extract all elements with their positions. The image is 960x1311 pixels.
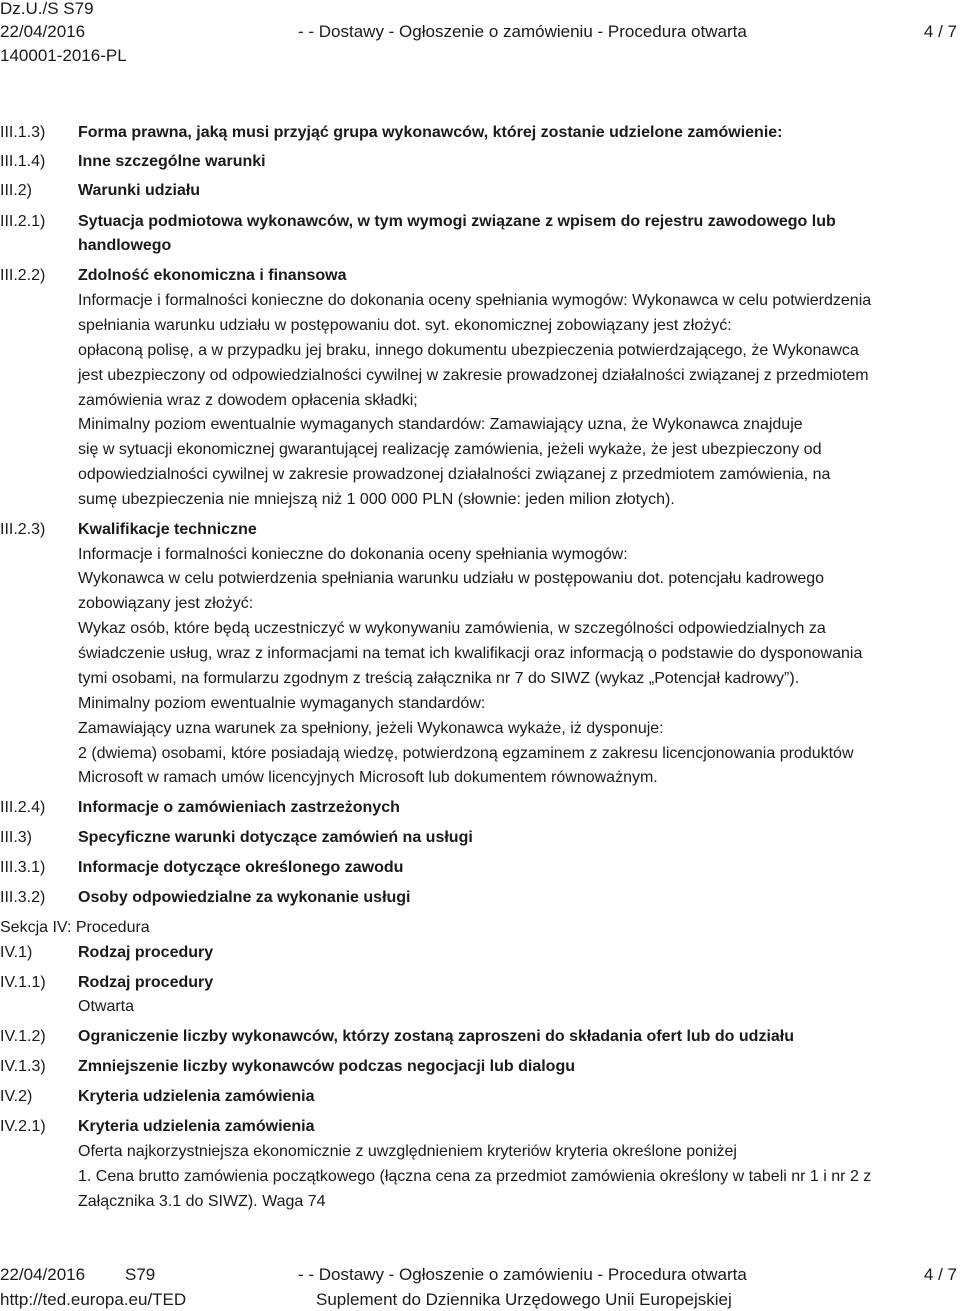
section-number: IV.1.3) <box>0 1058 46 1075</box>
section-heading: Zdolność ekonomiczna i finansowa <box>78 267 347 284</box>
section-heading: Informacje o zamówieniach zastrzeżonych <box>78 799 400 816</box>
body-text-line: Informacje i formalności konieczne do dokonania oceny spełniania wymogów: Wykonawca w celu potwierdzenia <box>78 292 872 309</box>
section-heading: Rodzaj procedury <box>78 974 214 991</box>
body-text-line: odpowiedzialności cywilnej w zakresie prowadzonej działalności związanej z przedmiotem zamówienia, na <box>78 466 831 483</box>
body-text-line: 1. Cena brutto zamówienia początkowego (łączna cena za przedmiot zamówienia określony w tabeli nr 1 i nr 2 z <box>78 1168 872 1185</box>
section-number: IV.2) <box>0 1088 33 1105</box>
section-number: III.3.2) <box>0 889 46 906</box>
body-text-line: się w sytuacji ekonomicznej gwarantującej realizację zamówienia, jeżeli wykaże, że jest ubezpieczony od <box>78 441 822 458</box>
section-iv-title: Sekcja IV: Procedura <box>0 919 150 936</box>
procedure-type-value: Otwarta <box>78 998 135 1015</box>
body-text-line: tymi osobami, na formularzu zgodnym z treścią załącznika nr 7 do SIWZ (wykaz „Potencjał kadrowy”). <box>78 670 800 687</box>
header-notice-id: 140001-2016-PL <box>0 46 127 65</box>
section-number: III.2.2) <box>0 267 46 284</box>
body-text-line: Zamawiający uzna warunek za spełniony, jeżeli Wykonawca wykaże, iż dysponuje: <box>78 720 664 737</box>
section-heading: Kryteria udzielenia zamówienia <box>78 1088 315 1105</box>
body-text-line: opłaconą polisę, a w przypadku jej braku, innego dokumentu ubezpieczenia potwierdzającego, że Wykonawca <box>78 342 859 359</box>
section-heading: Inne szczególne warunki <box>78 153 266 170</box>
section-heading: Rodzaj procedury <box>78 944 214 961</box>
body-text-line: sumę ubezpieczenia nie mniejszą niż 1 000 000 PLN (słownie: jeden milion złotych). <box>78 491 675 508</box>
section-heading: Ograniczenie liczby wykonawców, którzy zostaną zaproszeni do składania ofert lub do udziału <box>78 1028 794 1045</box>
section-number: III.1.4) <box>0 153 46 170</box>
section-number: III.2) <box>0 182 33 199</box>
section-number: IV.1) <box>0 944 33 961</box>
section-heading: Informacje dotyczące określonego zawodu <box>78 859 404 876</box>
section-number: IV.2.1) <box>0 1118 46 1135</box>
section-number: III.1.3) <box>0 124 46 141</box>
body-text-line: Oferta najkorzystniejsza ekonomicznie z uwzględnieniem kryteriów kryteria określone poniżej <box>78 1143 737 1160</box>
body-text-line: zobowiązany jest złożyć: <box>78 595 254 612</box>
body-text-line: Minimalny poziom ewentualnie wymaganych standardów: <box>78 695 486 712</box>
body-text-line: Wykaz osób, które będą uczestniczyć w wykonywaniu zamówienia, w szczególności odpowiedzialnych za <box>78 620 826 637</box>
section-heading: Kryteria udzielenia zamówienia <box>78 1118 315 1135</box>
body-text-line: spełniania warunku udziału w postępowaniu dot. syt. ekonomicznej zobowiązany jest złożyć: <box>78 317 732 334</box>
body-text-line: Microsoft w ramach umów licencyjnych Microsoft lub dokumentem równoważnym. <box>78 769 658 786</box>
section-number: III.2.4) <box>0 799 46 816</box>
section-number: III.2.1) <box>0 213 46 230</box>
section-number: IV.1.2) <box>0 1028 46 1045</box>
header-journal: Dz.U./S S79 <box>0 0 94 18</box>
footer-series: S79 <box>125 1265 156 1284</box>
section-heading: Osoby odpowiedzialne za wykonanie usługi <box>78 889 411 906</box>
body-text-line: 2 (dwiema) osobami, które posiadają wiedzę, potwierdzoną egzaminem z zakresu licencjonowania produktów <box>78 745 854 762</box>
body-text-line: Załącznika 3.1 do SIWZ). Waga 74 <box>78 1193 326 1210</box>
body-text-line: zamówienia wraz z dowodem opłacenia składki; <box>78 392 418 409</box>
section-heading: Sytuacja podmiotowa wykonawców, w tym wymogi związane z wpisem do rejestru zawodowego lub <box>78 213 836 230</box>
body-text-line: jest ubezpieczony od odpowiedzialności cywilnej w zakresie prowadzonej działalności związanej z przedmiotem <box>78 367 869 384</box>
header-date: 22/04/2016 <box>0 22 86 41</box>
section-heading: Specyficzne warunki dotyczące zamówień na usługi <box>78 829 473 846</box>
section-number: III.3) <box>0 829 33 846</box>
section-number: IV.1.1) <box>0 974 46 991</box>
header-page-number: 4 / 7 <box>923 22 957 41</box>
body-text-line: Informacje i formalności konieczne do dokonania oceny spełniania wymogów: <box>78 546 628 563</box>
body-text-line: Wykonawca w celu potwierdzenia spełniania warunku udziału w postępowaniu dot. potencjału kadrowego <box>78 570 825 587</box>
section-heading: Zmniejszenie liczby wykonawców podczas negocjacji lub dialogu <box>78 1058 575 1075</box>
section-number: III.2.3) <box>0 521 46 538</box>
page-footer <box>0 1266 960 1311</box>
footer-page-number: 4 / 7 <box>923 1265 957 1284</box>
section-number: III.3.1) <box>0 859 46 876</box>
footer-title: - - Dostawy - Ogłoszenie o zamówieniu - Procedura otwarta <box>298 1265 747 1284</box>
section-heading-continued: handlowego <box>78 237 172 254</box>
footer-url: http://ted.europa.eu/TED <box>0 1290 187 1309</box>
header-title: - - Dostawy - Ogłoszenie o zamówieniu - Procedura otwarta <box>298 22 747 41</box>
section-heading: Warunki udziału <box>78 182 201 199</box>
page-header <box>0 0 960 70</box>
footer-date: 22/04/2016 <box>0 1265 86 1284</box>
section-heading: Kwalifikacje techniczne <box>78 521 257 538</box>
footer-supplement: Suplement do Dziennika Urzędowego Unii Europejskiej <box>316 1290 732 1309</box>
body-text-line: świadczenie usług, wraz z informacjami na temat ich kwalifikacji oraz informacją o podstawie do dysponowania <box>78 645 863 662</box>
body-text-line: Minimalny poziom ewentualnie wymaganych standardów: Zamawiający uzna, że Wykonawca znajduje <box>78 416 803 433</box>
section-heading: Forma prawna, jaką musi przyjąć grupa wykonawców, której zostanie udzielone zamówienie: <box>78 124 783 141</box>
